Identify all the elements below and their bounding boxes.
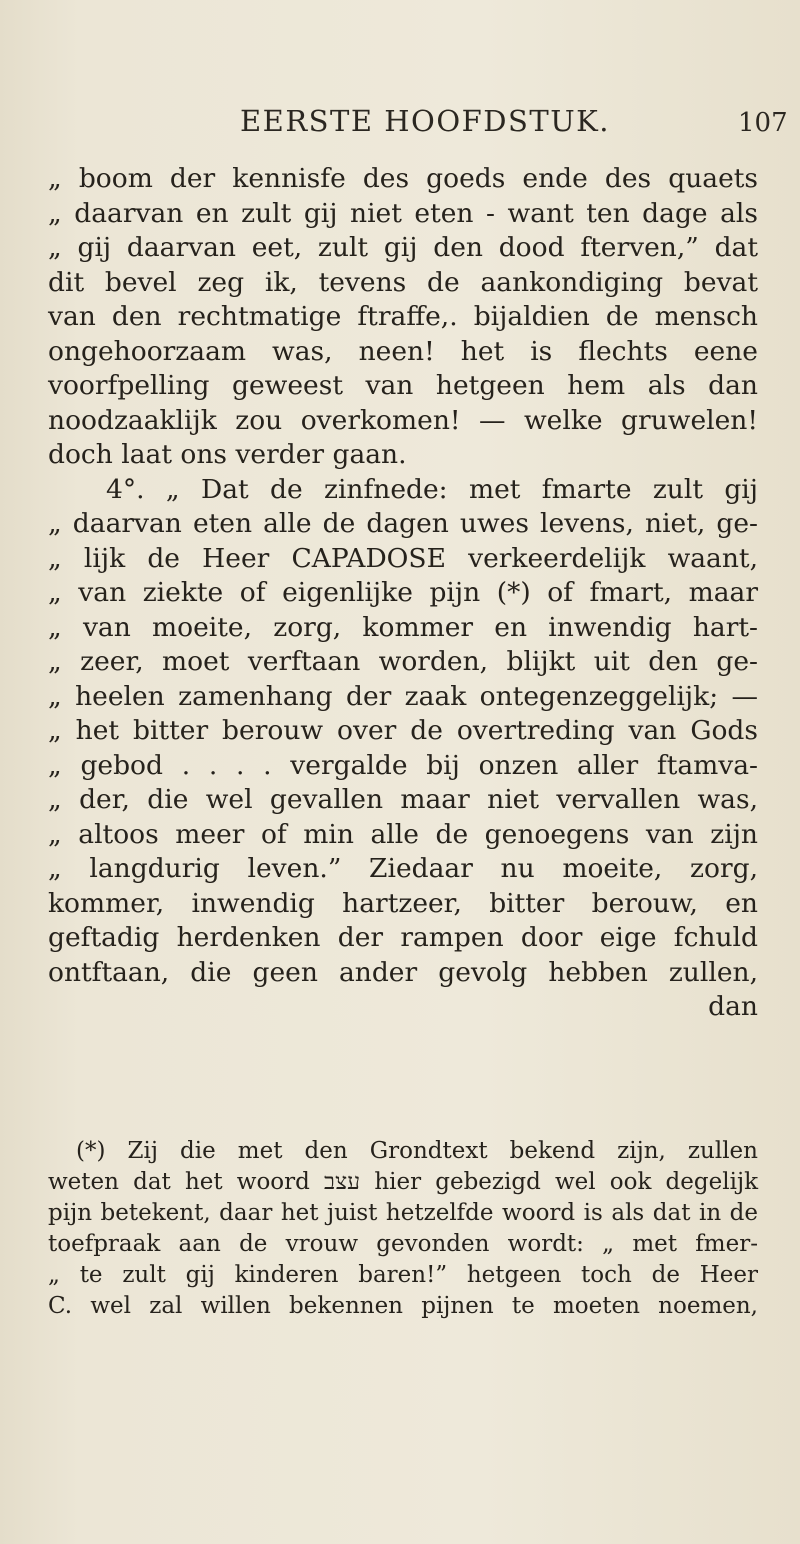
text-line: ongehoorzaam was, neen! het is flechts eene xyxy=(48,335,758,367)
page-header xyxy=(0,104,800,144)
text-line: „ der, die wel gevallen maar niet vervallen was, xyxy=(48,784,758,815)
text-line: „ van ziekte of eigenlijke pijn (*) of fmart, maar xyxy=(48,577,758,608)
text-line: „ gebod . . . . vergalde bij onzen aller ftamva- xyxy=(48,749,758,781)
footnote-line: „ te zult gij kinderen baren!” hetgeen toch de Heer xyxy=(48,1262,758,1288)
text-line: „ lijk de Heer CAPADOSE verkeerdelijk waant, xyxy=(48,542,758,574)
catchword: dan xyxy=(708,991,758,1022)
text-line: „ gij daarvan eet, zult gij den dood fterven,” dat xyxy=(48,232,758,263)
text-line: „ boom der kennisfe des goeds ende des quaets xyxy=(48,163,758,194)
text-line: voorfpelling geweest van hetgeen hem als dan xyxy=(48,370,758,401)
running-title: EERSTE HOOFDSTUK. xyxy=(240,104,611,138)
text-line: „ zeer, moet verftaan worden, blijkt uit den ge- xyxy=(48,646,758,677)
text-line: „ daarvan en zult gij niet eten - want ten dage als xyxy=(48,197,758,229)
text-line: 4°. „ Dat de zinfnede: met fmarte zult gij xyxy=(106,473,758,505)
text-line: dit bevel zeg ik, tevens de aankondiging bevat xyxy=(48,266,758,298)
footnote-line: pijn betekent, daar het juist hetzelfde woord is als dat in de xyxy=(48,1200,758,1226)
text-line: „ het bitter berouw over de overtreding van Gods xyxy=(48,715,758,746)
text-line: „ daarvan eten alle de dagen uwes levens, niet, ge- xyxy=(48,508,758,539)
text-line: ontftaan, die geen ander gevolg hebben zullen, xyxy=(48,956,758,988)
main-text xyxy=(48,162,758,1025)
text-line: „ van moeite, zorg, kommer en inwendig hart- xyxy=(48,611,758,643)
text-line: „ altoos meer of min alle de genoegens van zijn xyxy=(48,818,758,850)
footnote-line: weten dat het woord עצב hier gebezigd wel ook degelijk xyxy=(48,1169,759,1195)
text-line: van den rechtmatige ftraffe,. bijaldien de mensch xyxy=(48,301,758,332)
footnote xyxy=(48,1136,758,1322)
footnote-line: toefpraak aan de vrouw gevonden wordt: „ met fmer- xyxy=(48,1231,758,1257)
text-line: „ heelen zamenhang der zaak ontegenzeggelijk; — xyxy=(48,680,758,712)
text-line: noodzaaklijk zou overkomen! — welke gruwelen! xyxy=(48,404,758,436)
text-line: doch laat ons verder gaan. xyxy=(48,439,407,470)
text-line: kommer, inwendig hartzeer, bitter berouw, en xyxy=(48,887,758,919)
text-line: geftadig herdenken der rampen door eige fchuld xyxy=(48,922,758,953)
footnote-line: C. wel zal willen bekennen pijnen te moeten noemen, xyxy=(48,1293,758,1319)
page-number: 107 xyxy=(738,108,788,138)
text-line: „ langdurig leven.” Ziedaar nu moeite, zorg, xyxy=(48,853,758,884)
footnote-line: (*) Zij die met den Grondtext bekend zijn, zullen xyxy=(76,1138,758,1164)
